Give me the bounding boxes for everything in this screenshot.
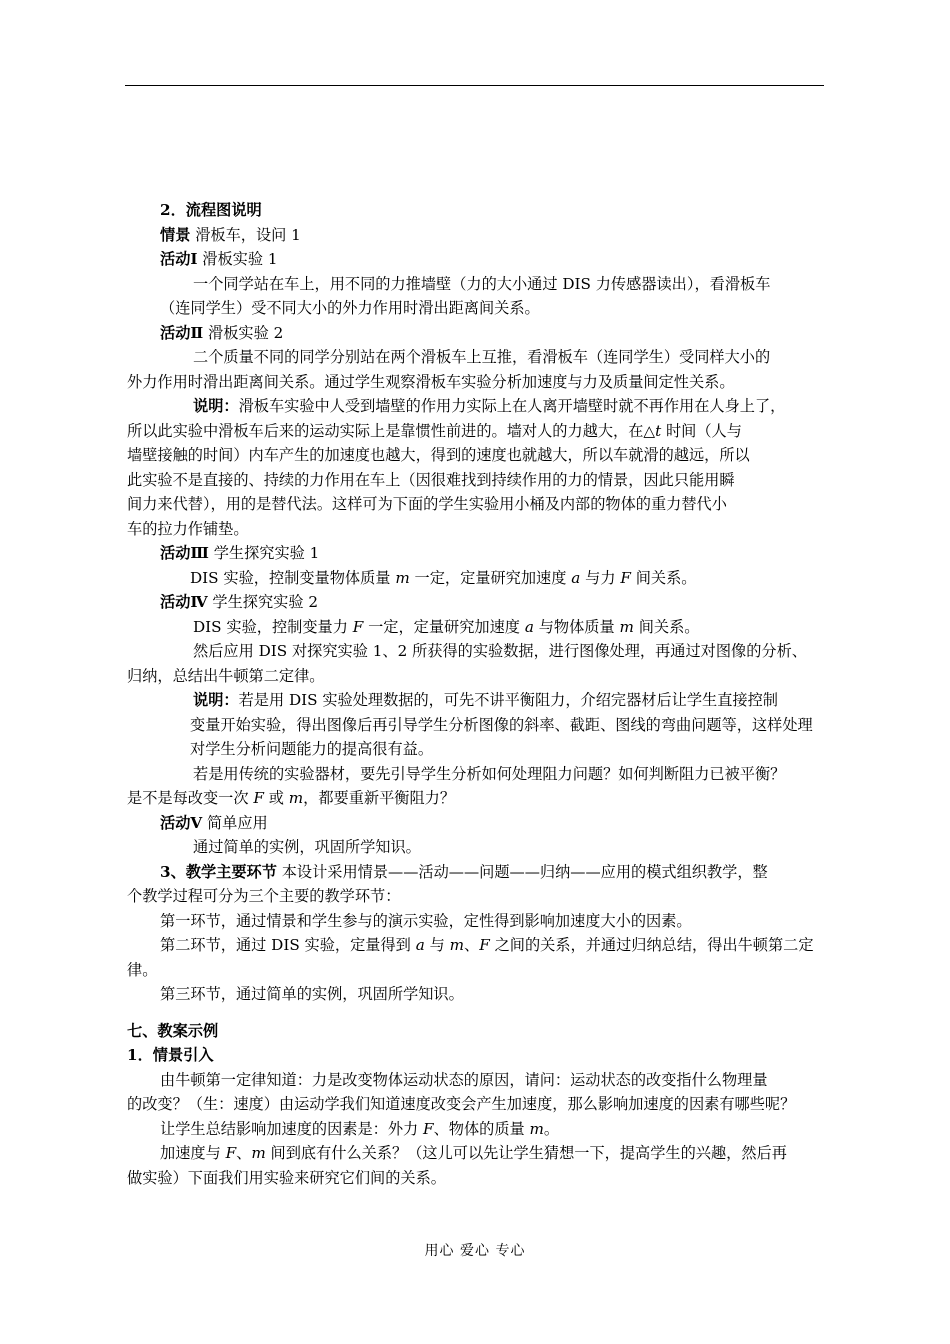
note-1-line: 车的拉力作铺垫。 [127,519,249,538]
step-3-line: 第三环节，通过简单的实例，巩固所学知识。 [160,985,464,1003]
activity-4-title: 学生探究实验 2 [207,593,319,611]
text: 一定，定量研究加速度 [409,568,572,587]
math-var: F [479,936,490,954]
text: 、 [464,936,480,954]
math-var: m [619,617,634,636]
activity-4-line [127,590,827,615]
text: 间关系。 [630,568,697,587]
intro-paragraph-line: 做实验）下面我们用实验来研究它们间的关系。 [127,1168,446,1187]
math-var: F [225,1144,237,1162]
text: 间到底有什么关系？（这儿可以先让学生猜想一下，提高学生的兴趣，然后再 [265,1144,787,1162]
activity-4-paragraph-line: 归纳，总结出牛顿第二定律。 [127,666,325,685]
note-2-line: 对学生分析问题能力的提高很有益。 [190,740,433,758]
text: ，都要重新平衡阻力？ [303,789,455,807]
note-text: 若是用 DIS 实验处理数据的，可先不讲平衡阻力，介绍完器材后让学生直接控制 [238,691,778,709]
scene-text: 滑板车，设问 1 [190,225,301,244]
activity-2-paragraph-line: 二个质量不同的同学分别站在两个滑板车上互推，看滑板车（连同学生）受同样大小的 [193,348,771,366]
page-footer: 用心 爱心 专心 [424,1243,526,1259]
text: 与 [424,936,450,954]
activity-3-label: 活动Ⅲ [160,544,209,562]
note-3-line: 若是用传统的实验器材，要先引导学生分析如何处理阻力问题？如何判断阻力已被平衡？ [193,764,786,783]
intro-paragraph-line: 由牛顿第一定律知道：力是改变物体运动状态的原因，请问：运动状态的改变指什么物理量 [160,1070,768,1089]
intro-paragraph-line [127,1117,827,1142]
text: 一定，定量研究加速度 [363,617,525,636]
text: DIS 实验，控制变量力 [193,617,353,636]
math-var: F [423,1119,434,1138]
note-text: 时间（人与 [661,421,742,440]
note-2-line: 变量开始实验，得出图像后再引导学生分析图像的斜率、截距、图线的弯曲问题等，这样处理 [190,715,813,734]
section-heading-flowchart: 2．流程图说明 [160,201,262,219]
text: 之间的关系，并通过归纳总结，得出牛顿第二定 [489,936,814,954]
text: 让学生总结影响加速度的因素是：外力 [160,1119,424,1138]
math-var: t [655,421,662,440]
math-var: a [571,568,581,587]
section-heading-steps: 3、教学主要环节 [160,862,277,881]
activity-4-paragraph-line: 然后应用 DIS 对探究实验 1、2 所获得的实验数据，进行图像处理，再通过对图像的分析、 [193,642,807,660]
activity-5-paragraph-line: 通过简单的实例，巩固所学知识。 [193,838,421,856]
scene-label: 情景 [160,225,191,244]
text: 第二环节，通过 DIS 实验，定量得到 [160,936,416,954]
math-var: a [524,617,534,636]
activity-2-title: 滑板实验 2 [203,323,284,342]
text: 、物体的质量 [433,1119,530,1138]
activity-1-label: 活动Ⅰ [160,250,198,268]
text: 、 [236,1144,252,1162]
note-1-line: 此实验不是直接的、持续的力作用在车上（因很难找到持续作用的力的情景，因此只能用瞬 [127,470,735,489]
activity-1-paragraph-line: 一个同学站在车上，用不同的力推墙壁（力的大小通过 DIS 力传感器读出），看滑板车 [193,274,771,293]
text: DIS 实验，控制变量物体质量 [190,568,396,587]
math-var: F [352,617,364,636]
note-text: 所以此实验中滑板车后来的运动实际上是靠惯性前进的。墙对人的力越大，在△ [127,421,656,440]
activity-1-title: 滑板实验 1 [197,250,278,268]
text: 与物体质量 [533,617,620,636]
note-2-line [127,688,827,713]
note-3-line [127,786,827,811]
activity-1-line [127,247,827,272]
math-var: m [251,1144,266,1162]
text: 是不是每改变一次 [127,789,254,807]
activity-3-line [127,541,827,566]
note-1-line [127,394,827,419]
note-1-line: 墙壁接触的时间）内车产生的加速度也越大，得到的速度也就越大，所以车就滑的越远，所以 [127,446,750,464]
steps-paragraph-line: 个教学过程可分为三个主要的教学环节： [127,887,401,905]
text: 与力 [580,568,621,587]
document-body [127,198,827,1190]
activity-1-paragraph-line: （连同学生）受不同大小的外力作用时滑出距离间关系。 [160,299,540,317]
text: 本设计采用情景——活动——问题——归纳——应用的模式组织教学，整 [276,862,768,881]
activity-2-label: 活动Ⅱ [160,323,204,342]
math-var: F [620,568,631,587]
math-var: m [395,568,410,587]
activity-5-title: 简单应用 [202,813,268,832]
text: 间关系。 [633,617,700,636]
subsection-heading-intro: 1．情景引入 [127,1046,214,1064]
text: 加速度与 [160,1144,226,1162]
scene-line [127,223,827,248]
note-label: 说明： [193,397,239,415]
activity-2-paragraph-line: 外力作用时滑出距离间关系。通过学生观察滑板车实验分析加速度与力及质量间定性关系。 [127,372,735,391]
note-1-line: 间力来代替），用的是替代法。这样可为下面的学生实验用小桶及内部的物体的重力替代小 [127,495,727,513]
section-heading-example: 七、教案示例 [127,1021,219,1040]
step-1-line: 第一环节，通过情景和学生参与的演示实验，定性得到影响加速度大小的因素。 [160,911,692,930]
intro-paragraph-line [127,1141,827,1166]
activity-2-line [127,321,827,346]
activity-4-label: 活动Ⅳ [160,593,208,611]
activity-3-paragraph-line [127,566,827,591]
step-2-line [127,933,827,958]
math-var: m [288,789,304,807]
intro-paragraph-line: 的改变？（生：速度）由运动学我们知道速度改变会产生加速度，那么影响加速度的因素有哪些呢？ [127,1095,796,1113]
text: 或 [263,789,289,807]
math-var: m [449,936,465,954]
activity-4-paragraph-line [127,615,827,640]
header-rule [125,85,824,86]
activity-5-line [127,811,827,836]
text: 。 [543,1119,560,1138]
activity-5-label: 活动Ⅴ [160,813,203,832]
math-var: a [415,936,425,954]
math-var: F [253,789,264,807]
activity-3-title: 学生探究实验 1 [208,544,320,562]
note-label: 说明： [193,691,239,709]
steps-heading-line [127,860,827,885]
math-var: m [529,1119,544,1138]
step-2-line: 律。 [127,960,158,979]
note-1-line [127,419,827,444]
note-text: 滑板车实验中人受到墙壁的作用力实际上在人离开墙壁时就不再作用在人身上了， [238,397,786,415]
